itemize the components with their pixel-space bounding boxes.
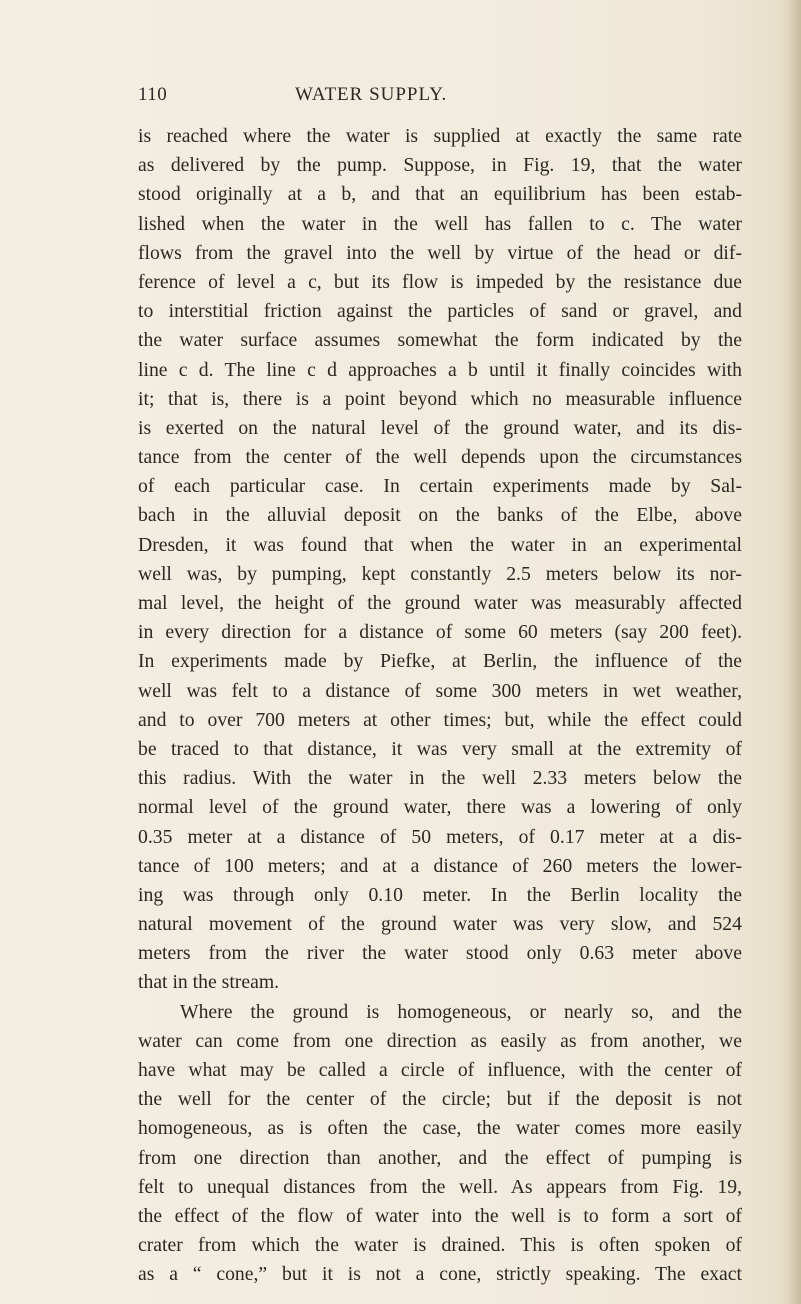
text-line: is exerted on the natural level of the ground water, and its dis-	[138, 416, 742, 439]
text-line: well was, by pumping, kept constantly 2.5 meters below its nor-	[138, 562, 742, 585]
text-line: tance of 100 meters; and at a distance of 260 meters the lower-	[138, 854, 742, 877]
text-line: it; that is, there is a point beyond which no measurable influence	[138, 387, 742, 410]
text-line: bach in the alluvial deposit on the banks of the Elbe, above	[138, 504, 742, 527]
text-line: of each particular case. In certain experiments made by Sal-	[138, 475, 742, 498]
text-line: line c d. The line c d approaches a b until it finally coincides with	[138, 358, 742, 381]
text-line: normal level of the ground water, there was a lowering of only	[138, 796, 742, 819]
text-line: natural movement of the ground water was very slow, and 524	[138, 913, 742, 936]
running-head	[138, 84, 738, 110]
text-line: to interstitial friction against the particles of sand or gravel, and	[138, 300, 742, 323]
running-title: WATER SUPPLY.	[295, 84, 448, 105]
text-line: this radius. With the water in the well 2.33 meters below the	[138, 767, 742, 790]
text-line: is reached where the water is supplied at exactly the same rate	[138, 125, 742, 147]
text-line: the water surface assumes somewhat the form indicated by the	[138, 329, 742, 352]
body-text	[138, 122, 742, 1290]
page-edge-shadow	[787, 0, 801, 1304]
text-line-paragraph-start: Where the ground is homogeneous, or nearly so, and the	[180, 1000, 742, 1023]
page-number: 110	[138, 84, 168, 105]
text-line: well was felt to a distance of some 300 meters in wet weather,	[138, 679, 742, 702]
text-line: crater from which the water is drained. This is often spoken of	[138, 1234, 742, 1257]
text-line: have what may be called a circle of influence, with the center of	[138, 1059, 742, 1081]
text-line: lished when the water in the well has fallen to c. The water	[138, 212, 742, 235]
text-line: tance from the center of the well depends upon the circumstances	[138, 446, 742, 469]
text-line: mal level, the height of the ground water was measurably affected	[138, 592, 742, 614]
text-line: from one direction than another, and the effect of pumping is	[138, 1146, 742, 1169]
text-line: flows from the gravel into the well by virtue of the head or dif-	[138, 241, 742, 264]
text-line: homogeneous, as is often the case, the water comes more easily	[138, 1117, 742, 1140]
text-line: In experiments made by Piefke, at Berlin, the influence of the	[138, 650, 742, 673]
text-line: be traced to that distance, it was very small at the extremity of	[138, 737, 742, 760]
text-line: Dresden, it was found that when the water in an experimental	[138, 533, 742, 556]
text-line: stood originally at a b, and that an equilibrium has been estab-	[138, 183, 742, 206]
text-line: and to over 700 meters at other times; but, while the effect could	[138, 708, 742, 731]
text-line: meters from the river the water stood only 0.63 meter above	[138, 942, 742, 965]
text-line: the well for the center of the circle; but if the deposit is not	[138, 1088, 742, 1111]
text-line: water can come from one direction as easily as from another, we	[138, 1029, 742, 1052]
text-line: in every direction for a distance of some 60 meters (say 200 feet).	[138, 621, 742, 644]
text-line: the effect of the flow of water into the well is to form a sort of	[138, 1204, 742, 1227]
text-line: ing was through only 0.10 meter. In the Berlin locality the	[138, 883, 742, 906]
text-line-paragraph-end: that in the stream.	[138, 971, 280, 994]
text-line: 0.35 meter at a distance of 50 meters, of 0.17 meter at a dis-	[138, 825, 742, 848]
text-line: felt to unequal distances from the well. As appears from Fig. 19,	[138, 1175, 742, 1198]
text-line: as delivered by the pump. Suppose, in Fig. 19, that the water	[138, 154, 742, 177]
text-line: as a “ cone,” but it is not a cone, strictly speaking. The exact	[138, 1263, 742, 1286]
text-line: ference of level a c, but its flow is impeded by the resistance due	[138, 270, 742, 293]
